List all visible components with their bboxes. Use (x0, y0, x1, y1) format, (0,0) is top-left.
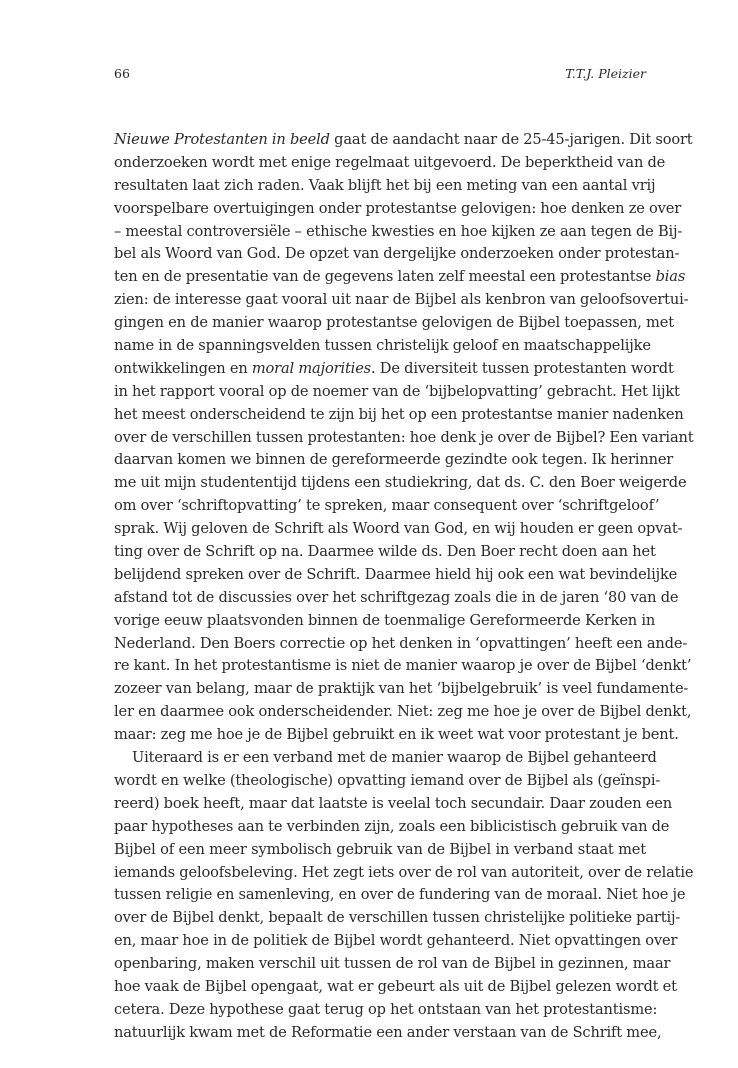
text-segment: over de Bijbel denkt, bepaalt de verschillen tussen christelijke politieke partij- (114, 909, 681, 927)
text-line (114, 381, 680, 404)
text-line (114, 633, 688, 656)
running-head: T.T.J. Pleizier (565, 66, 646, 81)
text-line (114, 839, 646, 862)
text-segment: paar hypotheses aan te verbinden zijn, zoals een biblicistisch gebruik van de (114, 817, 670, 835)
text-line (114, 175, 656, 198)
text-segment: . De diversiteit tussen protestanten wordt (371, 359, 674, 377)
text-line (114, 221, 683, 244)
text-line (114, 655, 692, 678)
text-segment: re kant. In het protestantisme is niet de manier waarop je over de Bijbel ‘denkt’ (114, 657, 692, 675)
text-segment: tussen religie en samenleving, en over de fundering van de moraal. Niet hoe je (114, 886, 686, 904)
text-segment: openbaring, maken verschil uit tussen de rol van de Bijbel in gezinnen, maar (114, 955, 671, 973)
text-segment: cetera. Deze hypothese gaat terug op het ontstaan van het protestantisme: (114, 1000, 658, 1018)
text-segment: het meest onderscheidend te zijn bij het op een protestantse manier nadenken (114, 405, 684, 423)
text-line (114, 1022, 662, 1045)
text-segment: ting over de Schrift op na. Daarmee wilde ds. Den Boer recht doen aan het (114, 543, 656, 561)
text-segment: Bijbel of een meer symbolisch gebruik van de Bijbel in verband staat met (114, 840, 646, 858)
text-line (114, 152, 666, 175)
text-segment: sprak. Wij geloven de Schrift als Woord van God, en wij houden er geen opvat- (114, 520, 683, 538)
text-segment: me uit mijn studententijd tijdens een studiekring, dat ds. C. den Boer weigerde (114, 474, 687, 492)
text-line (114, 198, 682, 221)
text-segment: ler en daarmee ook onderscheidender. Niet: zeg me hoe je over de Bijbel denkt, (114, 703, 692, 721)
text-line (114, 266, 686, 289)
text-segment: daarvan komen we binnen de gereformeerde gezindte ook tegen. Ik herinner (114, 451, 674, 469)
text-line (114, 472, 687, 495)
text-segment: afstand tot de discussies over het schriftgezag zoals die in de jaren ‘80 van de (114, 588, 679, 606)
text-segment: onderzoeken wordt met enige regelmaat uitgevoerd. De beperktheid van de (114, 153, 666, 171)
text-segment: en, maar hoe in de politiek de Bijbel wordt gehanteerd. Niet opvattingen over (114, 932, 678, 950)
text-line (114, 243, 680, 266)
text-line (114, 678, 689, 701)
text-line (114, 427, 694, 450)
text-line (114, 793, 672, 816)
text-line (114, 358, 674, 381)
text-line (114, 724, 679, 747)
italic-text: moral majorities (251, 359, 372, 377)
text-segment: belijdend spreken over de Schrift. Daarmee hield hij ook een wat bevindelijke (114, 565, 678, 583)
page-number: 66 (114, 66, 130, 81)
text-line (114, 930, 678, 953)
italic-text: bias (655, 268, 686, 286)
text-line (114, 610, 656, 633)
text-segment: reerd) boek heeft, maar dat laatste is veelal toch secundair. Daar zouden een (114, 794, 672, 812)
text-segment: Nederland. Den Boers correctie op het denken in ‘opvattingen’ heeft een ande- (114, 634, 688, 652)
text-line (114, 335, 651, 358)
text-line (114, 518, 683, 541)
text-line (114, 587, 679, 610)
text-line (114, 816, 670, 839)
text-segment: om over ‘schriftopvatting’ te spreken, maar consequent over ‘schriftgeloof’ (114, 497, 660, 515)
text-segment: ten en de presentatie van de gegevens laten zelf meestal een protestantse (114, 268, 656, 286)
text-segment: vorige eeuw plaatsvonden binnen de toenmalige Gereformeerde Kerken in (114, 611, 656, 629)
text-segment: gingen en de manier waarop protestantse gelovigen de Bijbel toepassen, met (114, 314, 674, 332)
text-segment: hoe vaak de Bijbel opengaat, wat er gebeurt als uit de Bijbel gelezen wordt et (114, 977, 677, 995)
text-segment: iemands geloofsbeleving. Het zegt iets over de rol van autoriteit, over de relatie (114, 863, 694, 881)
text-segment: ontwikkelingen en (114, 359, 252, 377)
text-segment: zien: de interesse gaat vooral uit naar de Bijbel als kenbron van geloofsovertui- (114, 291, 689, 309)
text-line (114, 907, 681, 930)
text-segment: gaat de aandacht naar de 25-45-jarigen. Dit soort (329, 131, 693, 148)
text-line (114, 312, 674, 335)
text-segment: voorspelbare overtuigingen onder protestantse gelovigen: hoe denken ze over (114, 199, 682, 217)
text-line (114, 129, 693, 152)
text-segment: over de verschillen tussen protestanten: hoe denk je over de Bijbel? Een variant (114, 428, 694, 446)
text-line (114, 541, 656, 564)
text-segment: – meestal controversiële – ethische kwesties en hoe kijken ze aan tegen de Bij- (114, 222, 683, 240)
text-line (114, 953, 671, 976)
text-line (114, 770, 661, 793)
text-segment: bel als Woord van God. De opzet van dergelijke onderzoeken onder protestan- (114, 245, 680, 263)
text-segment: maar: zeg me hoe je de Bijbel gebruikt en ik weet wat voor protestant je bent. (114, 726, 679, 744)
text-line (114, 999, 658, 1022)
text-segment: resultaten laat zich raden. Vaak blijft het bij een meting van een aantal vrij (114, 176, 656, 194)
text-segment: zozeer van belang, maar de praktijk van het ‘bijbelgebruik’ is veel fundamente- (114, 680, 689, 698)
text-line (114, 747, 657, 770)
text-segment: wordt en welke (theologische) opvatting iemand over de Bijbel als (geïnspi- (114, 771, 661, 789)
text-line (114, 449, 674, 472)
text-segment: Uiteraard is er een verband met de manier waarop de Bijbel gehanteerd (132, 749, 657, 767)
text-segment: name in de spanningsvelden tussen christelijk geloof en maatschappelijke (114, 337, 651, 355)
text-line (114, 701, 692, 724)
text-line (114, 884, 686, 907)
text-line (114, 495, 660, 518)
text-line (114, 862, 694, 885)
text-segment: in het rapport vooral op de noemer van de ‘bijbelopvatting’ gebracht. Het lijkt (114, 382, 680, 400)
text-line (114, 404, 684, 427)
body-text (114, 129, 694, 1045)
italic-text: Nieuwe Protestanten in beeld (114, 131, 330, 148)
text-line (114, 564, 678, 587)
text-line (114, 976, 677, 999)
text-line (114, 289, 689, 312)
text-segment: natuurlijk kwam met de Reformatie een ander verstaan van de Schrift mee, (114, 1023, 662, 1041)
